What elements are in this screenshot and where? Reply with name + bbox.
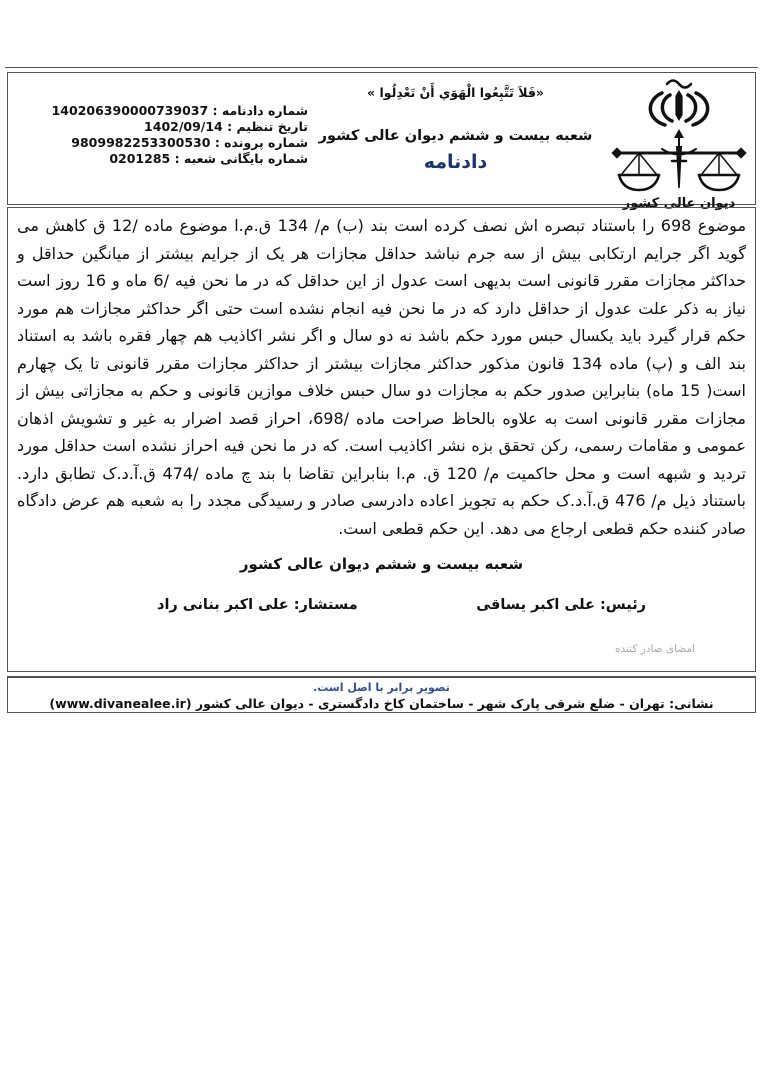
- field-value: 140206390000739037: [51, 103, 209, 118]
- field-value: 0201285: [109, 151, 171, 166]
- header-fields: [8, 73, 308, 204]
- document-type-title: دادنامه: [423, 151, 488, 173]
- court-address: نشانی: تهران - ضلع شرقی پارک شهر - ساختمان کاخ دادگستری - دیوان عالی کشور (www.divanealee.ir): [49, 696, 714, 711]
- signatures-row: [17, 597, 746, 613]
- branch-title: شعبه بیست و ششم دیوان عالی کشور: [318, 128, 593, 144]
- field-label: شماره دادنامه :: [212, 103, 308, 118]
- issuer-signature-note: امضای صادر کننده: [615, 643, 695, 655]
- field-value: 1402/09/14: [144, 119, 223, 134]
- header-center: [308, 73, 603, 204]
- president-signature: رئیس: علی اکبر یساقی: [476, 597, 646, 613]
- verdict-text: موضوع 698 را باستناد تبصره اش نصف کرده است بند (ب) م/ 134 ق.م.ا موضوع ماده /12 ق کاهش می گوید اگر جرایم ارتکابی بیش از سه جرم نباشد حداقل مجازات هر یک از جرایم بیشتر از میانگین حداقل و حداکثر مجازات مقرر قانونی است بدیهی است عدول از این حداقل که در ما نحن فیه /6 ماه و 16 روز است نیاز به ذکر علت عدول از حداقل دارد که در ما نحن فیه انجام نشده است حتی اگر حداکثر مجازات هم مورد حکم قرار گیرد باید یکسال حبس مورد حکم باشد نه دو سال و اگر نشر اکاذیب هم چهار فقره باشد به استناد بند الف و (پ) ماده 134 قانون مذکور حداکثر مجازات بیشتر از حداکثر مجازات مقرر قانونی تا یک چهارم است( 15 ماه) بنابراین صدور حکم به مجازات دو سال حبس خلاف موازین قانونی و حکم به مجازاتی بیش از مجازات مقرر قانونی است به علاوه بالحاظ صراحت ماده /698، احراز قصد اضرار به غیر و تشویش اذهان عمومی و مقامات رسمی، رکن تحقق بزه نشر اکاذیب است. که در ما نحن فیه احراز نشده است حداقل مورد تردید و شبهه است و محل حاکمیت م/ 120 ق. م.ا بنابراین تقاضا با بند چ ماده /474 ق.آ.د.ک تطابق دارد. باستناد ذیل م/ 476 ق.آ.د.ک حکم به تجویز اعاده دادرسی صادر و رسیدگی مجدد را به شعبه هم عرض دادگاه صادر کننده حکم قطعی ارجاع می دهد. این حکم قطعی است.: [17, 216, 747, 538]
- field-label: تاریخ تنظیم :: [227, 119, 308, 134]
- emblem-column: [603, 73, 755, 211]
- emblem-caption: دیوان عالی کشور: [622, 196, 736, 211]
- field-archive-number: [8, 151, 308, 167]
- branch-signature-line: شعبه بیست و ششم دیوان عالی کشور: [239, 555, 524, 573]
- verdict-body: [7, 207, 756, 672]
- field-label: شماره پرونده :: [214, 135, 308, 150]
- field-value: 9809982253300530: [71, 135, 211, 150]
- top-divider: [5, 67, 758, 68]
- document-footer: [7, 676, 756, 713]
- certified-copy-note: تصویر برابر با اصل است.: [313, 681, 450, 694]
- judiciary-scales-emblem-icon: [604, 76, 754, 198]
- document-header: [7, 72, 756, 211]
- field-case-number: [8, 135, 308, 151]
- counselor-signature: مستشار: علی اکبر بنانی راد: [157, 597, 358, 613]
- field-verdict-number: [8, 103, 308, 119]
- field-issue-date: [8, 119, 308, 135]
- field-label: شماره بایگانی شعبه :: [174, 151, 308, 166]
- quran-verse: «فَلاَ تَتَّبِعُوا الْهَوَي أَنْ تَعْدِلُوا »: [367, 85, 544, 100]
